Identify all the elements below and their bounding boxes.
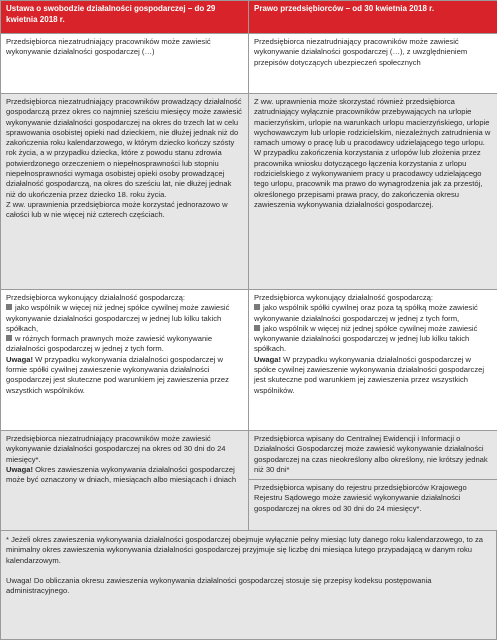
row4-old-law: Przedsiębiorca niezatrudniający pracowników może zawiesić wykonywanie działalności gospodarczej na okres od 30 dni do 24 miesięcy*. Uwaga! Okres zawieszenia wykonywania działalności gospodarczej może być oznaczony w dniach, miesiącach albo miesiącach i dniach xyxy=(1,431,249,531)
note: Uwaga! W przypadku wykonywania działalności gospodarczej w formie spółki cywilnej zawieszenie wykonywania działalności gospodarczej jest skuteczne pod warunkiem jej zawieszenia przez wszystkich wspólników. xyxy=(6,354,229,395)
row2-old-text: Przedsiębiorca niezatrudniający pracowników prowadzący działalność gospodarczą przez okres co najmniej sześciu miesięcy może zawiesić wykonywanie działalności gospodarczej na okres do trzech lat w celu sprawowania osobistej opieki nad dzieckiem, nie dłużej jednak niż do zakończenia roku kalendarzowego, w którym dziecko kończy szósty rok życia, a w przypadku dziecka, które z powodu stanu zdrowia potwierdzonego orzeczeniem o niepełnosprawności lub stopniu niepełnosprawności wymaga osobistej opieki osoby prowadzącej działalność gospodarczą, na okres do sześciu lat, nie dłużej jednak niż do ukończenia przez dziecko 18. roku życia. xyxy=(6,97,242,199)
row4-krs: Przedsiębiorca wpisany do rejestru przedsiębiorców Krajowego Rejestru Sądowego może zawiesić wykonywanie działalności gospodarczej na okres od 30 dni do 24 miesięcy*. xyxy=(254,483,467,513)
bullet-square-icon xyxy=(254,325,260,331)
footnote-asterisk: * Jeżeli okres zawieszenia wykonywania działalności gospodarczej obejmuje wyłącznie pełny miesiąc luty danego roku kalendarzowego, to za minimalny okres zawieszenia wykonywania działalności gospodarczej przyjmuje się liczbę dni miesiąca lutego przypadającą w danym roku kalendarzowym. xyxy=(6,535,483,565)
note: Uwaga! W przypadku wykonywania działalności gospodarczej w spółce cywilnej zawieszenie wykonywania działalności gospodarczej jest skuteczne pod warunkiem jej zawieszenia przez wszystkich wspólników. xyxy=(254,354,485,395)
header-old-law: Ustawa o swobodzie działalności gospodarczej – do 29 kwietnia 2018 r. xyxy=(1,1,249,34)
bullet-square-icon xyxy=(6,335,12,341)
row2-new-law xyxy=(249,94,497,290)
footnote-note: Uwaga! Do obliczania okresu zawieszenia wykonywania działalności gospodarczej stosuje się przepisy kodeksu postępowania administracyjnego. xyxy=(6,575,432,596)
list-item: jako wspólnik spółki cywilnej oraz poza tą spółką może zawiesić wykonywanie działalności gospodarczej w jednej z tych form, xyxy=(254,303,478,323)
list-item: w różnych formach prawnych może zawiesić wykonywanie działalności gospodarczej w jednej z tych form. xyxy=(6,334,213,354)
list-item: jako wspólnik w więcej niż jednej spółce cywilnej może zawiesić wykonywanie działalności gospodarczej w jednej lub kilku takich spółkach. xyxy=(254,323,478,354)
row4-new-law xyxy=(249,431,497,531)
row4-ceidg: Przedsiębiorca wpisany do Centralnej Ewidencji i Informacji o Działalności Gospodarczej może zawiesić wykonywanie działalności gospodarczej na czas nieokreślony albo określony, nie krótszy jednak niż 30 dni* xyxy=(249,431,497,480)
header-new-law: Prawo przedsiębiorców – od 30 kwietnia 2018 r. xyxy=(249,1,497,34)
footnotes xyxy=(0,530,497,640)
row2-new-text: Z ww. uprawnienia może skorzystać również przedsiębiorca zatrudniający wyłącznie pracowników przebywających na urlopie macierzyńskim, urlopie na warunkach urlopu macierzyńskiego, urlopie wychowawczym lub urlopie rodzicielskim, niezależnych zatrudnienia w ramach umowy o pracę lub u pracodawcy udzielającego tego urlopu. W przypadku zakończenia korzystania z urlopów lub złożenia przez pracownika wniosku dotyczącego łączenia korzystania z urlopu rodzicielskiego z wykonywaniem pracy u pracodawcy udzielającego tego urlopu, pracownik ma prawo do wynagrodzenia jak za przestój, określonego przepisami prawa pracy, do zakończenia okresu zawieszenia wykonywania działalności gospodarczej. xyxy=(254,97,491,209)
row3-old-law: Przedsiębiorca wykonujący działalność gospodarczą: jako wspólnik w więcej niż jednej spółce cywilnej może zawiesić wykonywanie działalności gospodarczej w jednej lub kilku takich spółkach, w różnych formach prawnych może zawiesić wykonywanie działalności gospodarczej w jednej z tych form. Uwaga! W przypadku wykonywania działalności gospodarczej w formie spółki cywilnej zawieszenie wykonywania działalności gospodarczej jest skuteczne pod warunkiem jej zawieszenia przez wszystkich wspólników. xyxy=(1,290,249,431)
bullet-square-icon xyxy=(254,304,260,310)
row2-old-law xyxy=(1,94,249,290)
list-item: jako wspólnik w więcej niż jednej spółce cywilnej może zawiesić wykonywanie działalności gospodarczej w jednej lub kilku takich spółkach, xyxy=(6,303,230,333)
row3-new-law: Przedsiębiorca wykonujący działalność gospodarczą: jako wspólnik spółki cywilnej oraz poza tą spółką może zawiesić wykonywanie działalności gospodarczej w jednej z tych form, jako wspólnik w więcej niż jednej spółce cywilnej może zawiesić wykonywanie działalności gospodarczej w jednej lub kilku takich spółkach. Uwaga! W przypadku wykonywania działalności gospodarczej w spółce cywilnej zawieszenie wykonywania działalności gospodarczej jest skuteczne pod warunkiem jej zawieszenia przez wszystkich wspólników. xyxy=(249,290,497,431)
note: Uwaga! Okres zawieszenia wykonywania działalności gospodarczej może być oznaczony w dniach, miesiącach albo miesiącach i dniach xyxy=(6,464,237,485)
row2-old-text-2: Z ww. uprawnienia przedsiębiorca może korzystać jednorazowo w całości lub w nie więcej niż czterech częściach. xyxy=(6,199,228,220)
bullet-square-icon xyxy=(6,304,12,310)
row1-new-law: Przedsiębiorca niezatrudniający pracowników może zawiesić wykonywanie działalności gospodarczej (…), z uwzględnieniem przepisów dotyczących ubezpieczeń społecznych xyxy=(249,34,497,94)
row1-old-law: Przedsiębiorca niezatrudniający pracowników może zawiesić wykonywanie działalności gospodarczej (…) xyxy=(1,34,249,94)
